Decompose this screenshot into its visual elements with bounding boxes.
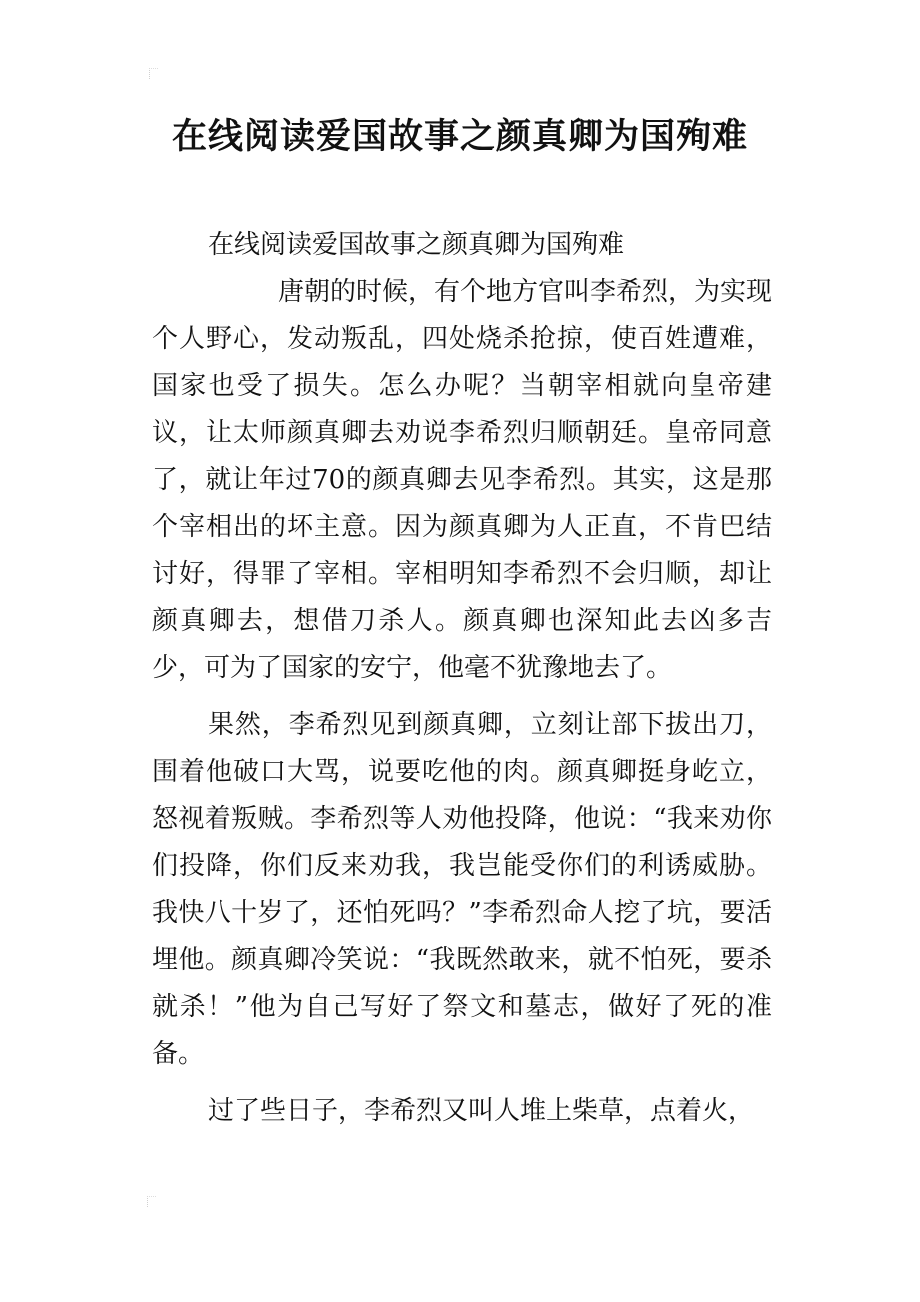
paragraph-2: 果然，李希烈见到颜真卿，立刻让部下拔出刀，围着他破口大骂，说要吃他的肉。颜真卿挺身屹立，怒视着叛贼。李希烈等人劝他投降，他说：“我来劝你们投降，你们反来劝我，我岂能受你们的利诱威胁。我快八十岁了，还怕死吗？”李希烈命人挖了坑，要活埋他。颜真卿冷笑说：“我既然敢来，就不怕死，要杀就杀！”他为自己写好了祭文和墓志，做好了死的准备。 bbox=[152, 710, 772, 1069]
subtitle-line: 在线阅读爱国故事之颜真卿为国殉难 bbox=[208, 230, 625, 260]
document-title: 在线阅读爱国故事之颜真卿为国殉难 bbox=[171, 117, 748, 157]
document-body bbox=[152, 222, 772, 1135]
corner-mark-top bbox=[149, 68, 158, 79]
corner-mark-bottom bbox=[147, 1196, 156, 1207]
paragraph-1: 唐朝的时候，有个地方官叫李希烈，为实现个人野心，发动叛乱，四处烧杀抢掠，使百姓遭难，国家也受了损失。怎么办呢？当朝宰相就向皇帝建议，让太师颜真卿去劝说李希烈归顺朝廷。皇帝同意了，就让年过70的颜真卿去见李希烈。其实，这是那个宰相出的坏主意。因为颜真卿为人正直，不肯巴结讨好，得罪了宰相。宰相明知李希烈不会归顺，却让颜真卿去，想借刀杀人。颜真卿也深知此去凶多吉少，可为了国家的安宁，他毫不犹豫地去了。 bbox=[152, 277, 773, 683]
paragraph-3: 过了些日子，李希烈又叫人堆上柴草，点着火， bbox=[208, 1096, 755, 1126]
